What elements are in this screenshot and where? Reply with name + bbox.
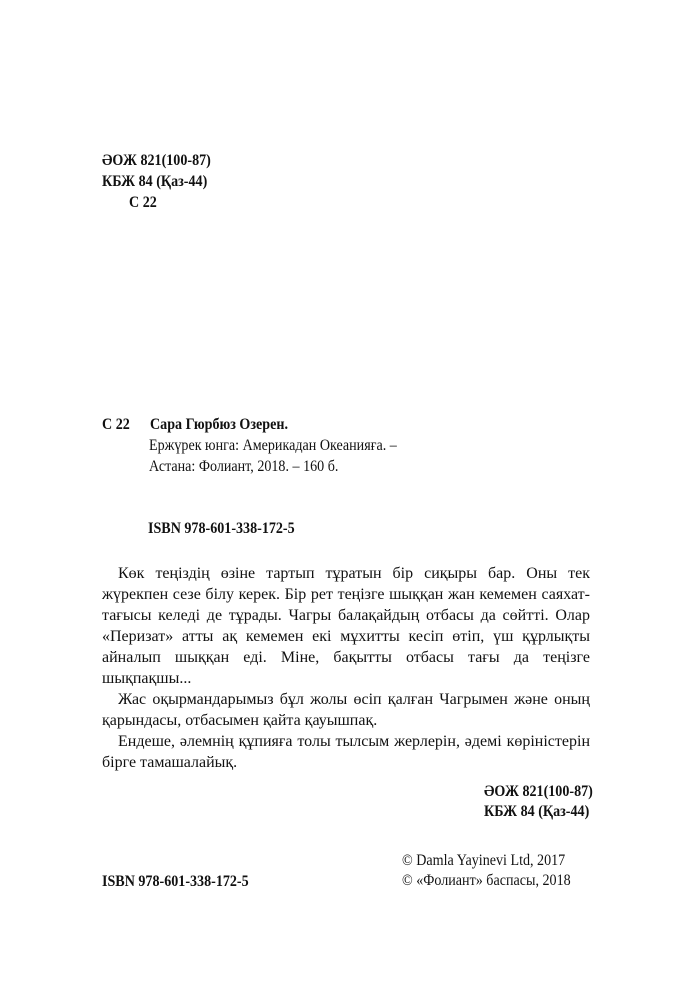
bbk-code: КБЖ 84 (Қаз-44) — [102, 173, 208, 190]
catalog-title: Ержүрек юнга: Америкадан Океанияға. – — [149, 437, 397, 454]
catalog-publication: Астана: Фолиант, 2018. – 160 б. — [149, 458, 339, 475]
copyright-publisher: © «Фолиант» баспасы, 2018 — [402, 872, 571, 889]
annotation — [102, 563, 590, 773]
author-mark: С 22 — [129, 194, 157, 211]
catalog-isbn: ISBN 978-601-338-172-5 — [148, 520, 295, 537]
annotation-paragraph: Көк теңіздің өзіне тартып тұратын бір сиқыры бар. Оны тек жүрекпен сезе білу керек. Бір рет теңізге шыққан жан кемемен саяхаттағысы келеді де тұрады. Чагры балақайдың отбасы да сөйтті. Олар «Перизат» атты ақ кемемен екі мұхитты кесіп өтіп, үш құрлықты айналып шыққан еді. Міне, бақытты отбасы тағы да теңізге шықпақшы... — [102, 565, 590, 687]
footer-udc-code: ӘОЖ 821(100-87) — [484, 783, 593, 800]
copyright-original: © Damla Yayinevi Ltd, 2017 — [402, 852, 566, 869]
catalog-code: С 22 — [102, 416, 130, 433]
footer-isbn: ISBN 978-601-338-172-5 — [102, 873, 249, 890]
udc-code: ӘОЖ 821(100-87) — [102, 152, 211, 169]
annotation-paragraph: Ендеше, әлемнің құпияға толы тылсым жерлерін, әдемі көріністерін бірге тамашалайық. — [102, 733, 590, 771]
annotation-paragraph: Жас оқырмандарымыз бұл жолы өсіп қалған Чагрымен және оның қарындасы, отбасымен қайта қауышпақ. — [102, 691, 590, 729]
catalog-author: Сара Гюрбюз Озерен. — [150, 416, 288, 433]
footer-bbk-code: КБЖ 84 (Қаз-44) — [484, 803, 590, 820]
